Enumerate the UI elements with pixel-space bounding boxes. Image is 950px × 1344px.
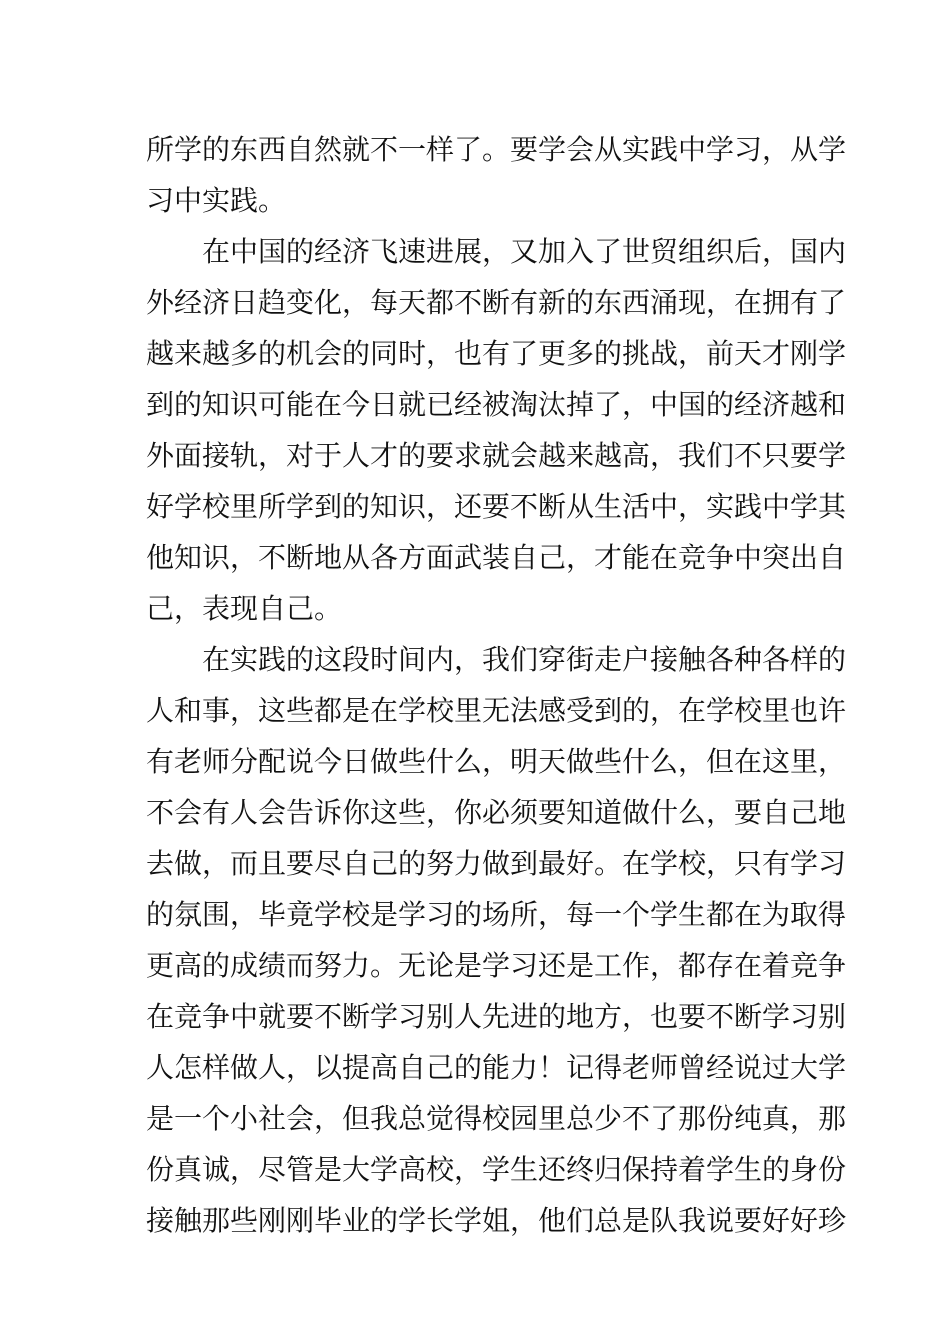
text-line: 己，表现自己。 [146, 592, 343, 625]
text-line: 在实践的这段时间内，我们穿街走户接触各种各样的 [202, 643, 847, 676]
text-line: 的氛围，毕竟学校是学习的场所，每一个学生都在为取得 [146, 898, 847, 931]
text-line: 他知识，不断地从各方面武装自己，才能在竞争中突出自 [146, 541, 847, 574]
text-line: 到的知识可能在今日就已经被淘汰掉了，中国的经济越和 [146, 388, 847, 421]
document-body [146, 124, 847, 1246]
text-line: 在竞争中就要不断学习别人先进的地方，也要不断学习别 [146, 1000, 847, 1033]
paragraph-1 [146, 124, 847, 226]
text-line: 在中国的经济飞速进展，又加入了世贸组织后，国内 [202, 235, 847, 268]
text-line: 好学校里所学到的知识，还要不断从生活中，实践中学其 [146, 490, 847, 523]
text-line: 外面接轨，对于人才的要求就会越来越高，我们不只要学 [146, 439, 847, 472]
text-line: 人和事，这些都是在学校里无法感受到的，在学校里也许 [146, 694, 847, 727]
text-line: 更高的成绩而努力。无论是学习还是工作，都存在着竞争 [146, 949, 847, 982]
text-line: 习中实践。 [146, 184, 287, 217]
text-line: 接触那些刚刚毕业的学长学姐，他们总是队我说要好好珍 [146, 1204, 847, 1237]
text-line: 份真诚，尽管是大学高校，学生还终归保持着学生的身份 [146, 1153, 847, 1186]
paragraph-2 [146, 226, 847, 634]
text-line: 所学的东西自然就不一样了。要学会从实践中学习，从学 [146, 133, 847, 166]
text-line: 是一个小社会，但我总觉得校园里总少不了那份纯真，那 [146, 1102, 847, 1135]
paragraph-3 [146, 634, 847, 1246]
text-line: 人怎样做人，以提高自己的能力！记得老师曾经说过大学 [146, 1051, 847, 1084]
text-line: 有老师分配说今日做些什么，明天做些什么，但在这里， [146, 745, 847, 778]
text-line: 去做，而且要尽自己的努力做到最好。在学校，只有学习 [146, 847, 847, 880]
text-line: 外经济日趋变化，每天都不断有新的东西涌现，在拥有了 [146, 286, 847, 319]
text-line: 不会有人会告诉你这些，你必须要知道做什么，要自己地 [146, 796, 847, 829]
text-line: 越来越多的机会的同时，也有了更多的挑战，前天才刚学 [146, 337, 847, 370]
